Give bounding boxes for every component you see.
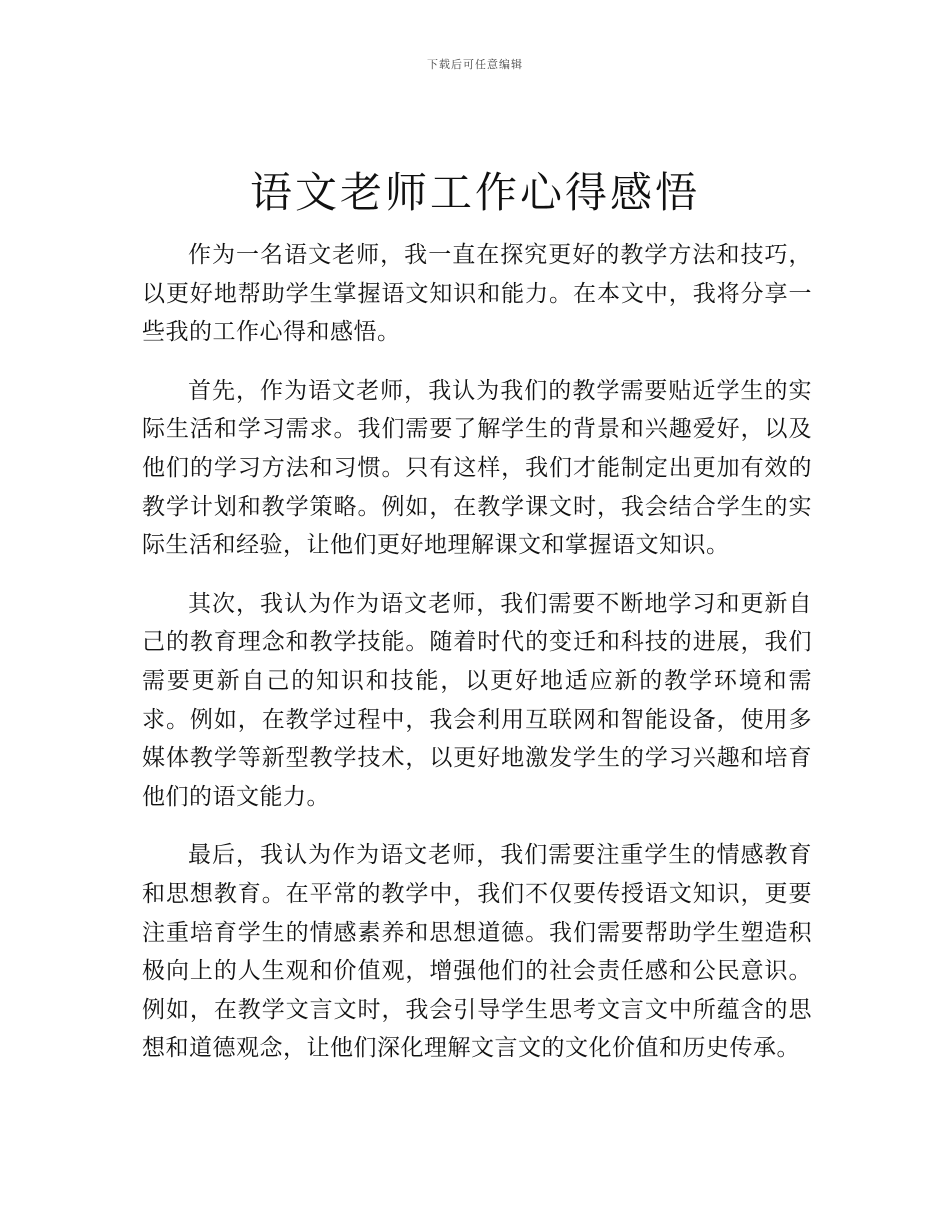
paragraph-1: 作为一名语文老师，我一直在探究更好的教学方法和技巧，以更好地帮助学生掌握语文知识和能力。在本文中，我将分享一些我的工作心得和感悟。 [142,242,812,346]
paragraph-2: 首先，作为语文老师，我认为我们的教学需要贴近学生的实际生活和学习需求。我们需要了解学生的背景和兴趣爱好，以及他们的学习方法和习惯。只有这样，我们才能制定出更加有效的教学计划和教学策略。例如，在教学课文时，我会结合学生的实际生活和经验，让他们更好地理解课文和掌握语文知识。 [142,377,812,559]
document-body [142,236,812,1088]
paragraph-3: 其次，我认为作为语文老师，我们需要不断地学习和更新自己的教育理念和教学技能。随着时代的变迁和科技的进展，我们需要更新自己的知识和技能，以更好地适应新的教学环境和需求。例如，在教学过程中，我会利用互联网和智能设备，使用多媒体教学等新型教学技术，以更好地激发学生的学习兴趣和培育他们的语文能力。 [142,590,812,810]
header-note: 下载后可任意编辑 [427,58,523,71]
document-title: 语文老师工作心得感悟 [249,168,700,217]
paragraph-4: 最后，我认为作为语文老师，我们需要注重学生的情感教育和思想教育。在平常的教学中，我们不仅要传授语文知识，更要注重培育学生的情感素养和思想道德。我们需要帮助学生塑造积极向上的人生观和价值观，增强他们的社会责任感和公民意识。例如，在教学文言文时，我会引导学生思考文言文中所蕴含的思想和道德观念，让他们深化理解文言文的文化价值和历史传承。 [142,842,812,1062]
